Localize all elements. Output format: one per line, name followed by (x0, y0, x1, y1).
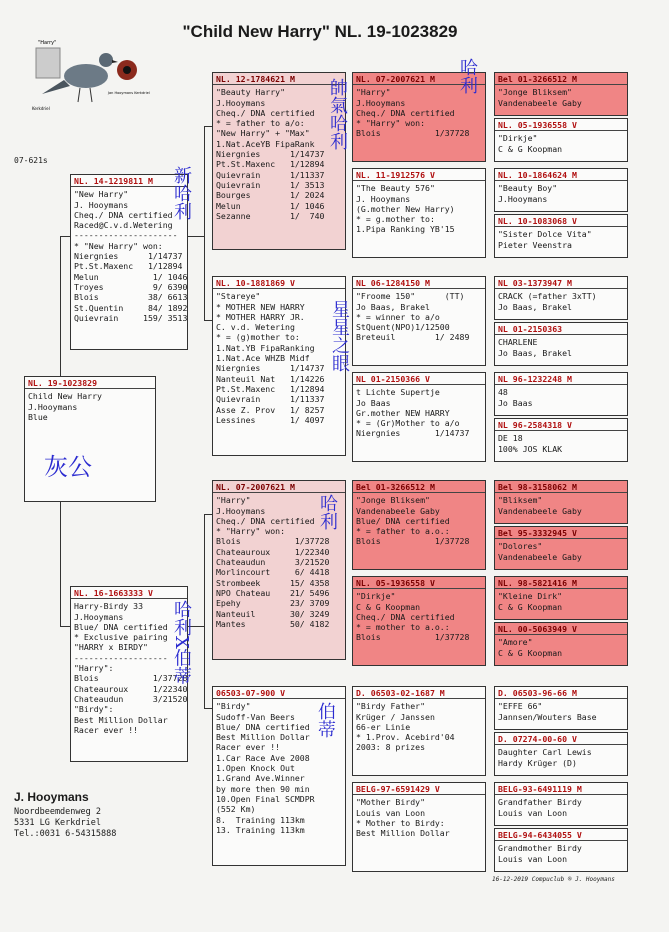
ancestor-g5-card (494, 828, 628, 872)
maternal-grandsire-card-line: NPO Chateau 21/ 5496 (216, 587, 330, 598)
ancestor-g5-card-line: "Kleine Dirk" (498, 591, 563, 602)
maternal-grandsire-card-line: Nanteuil 30/ 3249 (216, 608, 330, 619)
ancestor-g5-card-ring-number: BELG-94-6434055 V (495, 830, 627, 841)
ancestor-g5-card-line: Louis van Loon (498, 807, 568, 818)
connector (204, 126, 212, 127)
dam-card-line: Chateauroux 1/22340 (74, 683, 188, 694)
ancestor-g4-card-line: Vandenabeele Gaby (356, 505, 440, 516)
paternal-grandsire-card-line: "New Harry" + "Max" (216, 128, 310, 139)
maternal-granddam-card-line: Blue/ DNA certified (216, 721, 310, 732)
ancestor-g4-card-line: Louis van Loon (356, 807, 426, 818)
owner-name: J. Hooymans (14, 790, 89, 804)
owner-tel: Tel.:0031 6-54315888 (14, 829, 117, 839)
ancestor-g5-card-ring-number: D. 06503-96-66 M (495, 688, 627, 699)
ancestor-g4-card-line: "Froome 150" (TT) (356, 291, 465, 302)
ancestor-g5-card-line: Jo Baas, Brakel (498, 347, 572, 358)
paternal-granddam-card-line: Lessines 1/ 4097 (216, 414, 325, 425)
ancestor-g5-card (494, 168, 628, 212)
ancestor-g4-card-line: Jo Baas (356, 397, 391, 408)
ancestor-g4-card (352, 168, 486, 258)
ancestor-g4-card (352, 576, 486, 666)
ancestor-g4-card-ring-number: NL 01-2150366 V (353, 374, 485, 385)
subject-card-handwritten-note: 灰公 (44, 453, 92, 481)
ancestor-g5-card (494, 118, 628, 162)
dam-card-line: Chateaudun 3/21520 (74, 693, 188, 704)
ancestor-g5-card-line: C & G Koopman (498, 647, 563, 658)
ancestor-g5-card-line: Daughter Carl Lewis (498, 747, 592, 758)
ancestor-g5-card-line: Jannsen/Wouters Base (498, 711, 597, 722)
sire-card-line: Raced@C.v.d.Wetering (74, 220, 173, 231)
maternal-granddam-card-handwritten-note: 伯蒂 (315, 702, 336, 738)
code-left: 07-621s (14, 156, 48, 165)
subject-card-ring-number: NL. 19-1023829 (25, 378, 155, 389)
connector (204, 320, 212, 321)
ancestor-g5-card-ring-number: D. 07274-00-60 V (495, 734, 627, 745)
ancestor-g4-card-line: "Mother Birdy" (356, 797, 426, 808)
dam-card-line: Racer ever !! (74, 724, 139, 735)
maternal-grandsire-card-handwritten-note: 哈利 (317, 494, 338, 530)
sire-card-line: * "New Harry" won: (74, 240, 163, 251)
sire-card-line: Melun 1/ 1046 (74, 271, 188, 282)
ancestor-g4-card (352, 480, 486, 570)
ancestor-g5-card-line: Pieter Veenstra (498, 239, 572, 250)
ancestor-g4-card-ring-number: NL 06-1284150 M (353, 278, 485, 289)
ancestor-g5-card (494, 686, 628, 730)
ancestor-g5-card-line: Louis van Loon (498, 853, 568, 864)
paternal-granddam-card-ring-number: NL. 10-1881869 V (213, 278, 345, 289)
ancestor-g5-card-line: CRACK (=father 3xTT) (498, 291, 597, 302)
paternal-granddam-card-line: Nanteuil Nat 1/14226 (216, 373, 325, 384)
ancestor-g5-card-ring-number: NL. 98-5821416 M (495, 578, 627, 589)
paternal-grandsire-card-line: Quievrain 1/ 3513 (216, 179, 325, 190)
ancestor-g5-card-line: Vandenabeele Gaby (498, 97, 582, 108)
ancestor-g4-card-ring-number: BELG-97-6591429 V (353, 784, 485, 795)
maternal-grandsire-card-line: Cheq./ DNA certified (216, 515, 315, 526)
ancestor-g5-card-line: "Jonge Bliksem" (498, 87, 572, 98)
paternal-grandsire-card (212, 72, 346, 250)
ancestor-g4-card-ring-number: D. 06503-02-1687 M (353, 688, 485, 699)
sire-card-line: St.Quentin 84/ 1892 (74, 302, 188, 313)
subject-card-line: Blue (28, 411, 48, 422)
paternal-granddam-card-line: C. v.d. Wetering (216, 322, 295, 333)
ancestor-g5-card-ring-number: NL. 05-1936558 V (495, 120, 627, 131)
ancestor-g5-card-ring-number: NL. 10-1083068 V (495, 216, 627, 227)
maternal-granddam-card-line: Sudoff-Van Beers (216, 711, 295, 722)
paternal-grandsire-card-line: Cheq./ DNA certified (216, 107, 315, 118)
maternal-grandsire-card-line: Blois 1/37728 (216, 536, 330, 547)
ancestor-g4-card-line: 66-er Linie (356, 721, 411, 732)
ancestor-g5-card-ring-number: Bel 95-3332945 V (495, 528, 627, 539)
maternal-granddam-card-line: Best Million Dollar (216, 732, 310, 743)
ancestor-g4-card-line: "Dirkje" (356, 591, 396, 602)
ancestor-g5-card-line: "Dolores" (498, 541, 543, 552)
ancestor-g4-card-line: J.Hooymans (356, 97, 406, 108)
ancestor-g5-card-ring-number: Bel 01-3266512 M (495, 74, 627, 85)
ancestor-g4-card-line: * 1.Prov. Acebird'04 (356, 732, 455, 743)
sire-card-line: Cheq./ DNA certified (74, 209, 173, 220)
ancestor-g5-card-ring-number: NL 03-1373947 M (495, 278, 627, 289)
maternal-granddam-card-line: (552 Km) (216, 804, 256, 815)
paternal-granddam-card-line: Pt.St.Maxenc 1/12894 (216, 383, 325, 394)
maternal-granddam-card-line: 1.Car Race Ave 2008 (216, 752, 310, 763)
paternal-grandsire-card-line: Quievrain 1/11337 (216, 169, 325, 180)
maternal-grandsire-card-line: Epehy 23/ 3709 (216, 598, 330, 609)
ancestor-g4-card-line: "Birdy Father" (356, 701, 426, 712)
ancestor-g4-card-line: t Lichte Supertje (356, 387, 440, 398)
pigeon-logo (30, 36, 150, 114)
maternal-granddam-card-line: 13. Training 113km (216, 824, 305, 835)
ancestor-g4-card-line: Cheq./ DNA certified (356, 611, 455, 622)
paternal-granddam-card-line: "Stareye" (216, 291, 261, 302)
dam-card-line: "HARRY x BIRDY" (74, 642, 148, 653)
ancestor-g5-card-ring-number: Bel 98-3158062 M (495, 482, 627, 493)
connector (188, 236, 204, 237)
subject-card-line: Child New Harry (28, 391, 102, 402)
dam-card-line: Best Million Dollar (74, 714, 168, 725)
ancestor-g4-card-ring-number: NL. 05-1936558 V (353, 578, 485, 589)
maternal-granddam-card-line: by more then 90 min (216, 783, 310, 794)
ancestor-g5-card-line: Jo Baas (498, 397, 533, 408)
ancestor-g5-card-line: "Sister Dolce Vita" (498, 229, 592, 240)
dam-card-line: Blois 1/37728 (74, 673, 188, 684)
ancestor-g4-card-line: * Mother to Birdy: (356, 817, 445, 828)
subject-card (24, 376, 156, 502)
ancestor-g5-card-ring-number: BELG-93-6491119 M (495, 784, 627, 795)
ancestor-g5-card-line: DE 18 (498, 433, 523, 444)
ancestor-g5-card (494, 322, 628, 366)
maternal-grandsire-card-line: "Harry" (216, 495, 251, 506)
maternal-grandsire-card-line: Morlincourt 6/ 4418 (216, 567, 330, 578)
ancestor-g5-card (494, 72, 628, 116)
page-title: "Child New Harry" NL. 19-1023829 (182, 22, 458, 41)
sire-card-line: Quievrain 159/ 3513 (74, 312, 188, 323)
maternal-granddam-card-line: "Birdy" (216, 701, 251, 712)
paternal-granddam-card (212, 276, 350, 456)
dam-card-handwritten-note: 哈利X伯蒂 (171, 600, 192, 685)
paternal-grandsire-card-line: 1.Nat.AceYB FipaRank (216, 138, 315, 149)
ancestor-g5-card-ring-number: NL 01-2150363 (495, 324, 627, 335)
maternal-granddam-card-ring-number: 06503-07-900 V (213, 688, 345, 699)
ancestor-g4-card-line: Niergnies 1/14737 (356, 428, 470, 439)
ancestor-g4-card-line: (G.mother New Harry) (356, 203, 455, 214)
connector-gen2a (204, 126, 205, 320)
dam-card-line: Harry-Birdy 33 (74, 601, 144, 612)
ancestor-g4-card-line: "Jonge Bliksem" (356, 495, 430, 506)
ancestor-g4-card-handwritten-note: 哈利 (457, 58, 478, 94)
ancestor-g5-card (494, 576, 628, 620)
paternal-granddam-card-line: Asse Z. Prov 1/ 8257 (216, 404, 325, 415)
ancestor-g5-card (494, 622, 628, 666)
ancestor-g4-card-line: J. Hooymans (356, 193, 411, 204)
logo-bottom-left: Kerkdriel (32, 106, 50, 111)
ancestor-g4-card (352, 372, 486, 462)
ancestor-g4-card-line: "Harry" (356, 87, 391, 98)
ancestor-g4-card-line: Cheq./ DNA certified (356, 107, 455, 118)
ancestor-g5-card (494, 526, 628, 570)
maternal-granddam-card-line: 1.Grand Ave.Winner (216, 773, 305, 784)
ancestor-g5-card-ring-number: NL 96-2584318 V (495, 420, 627, 431)
ancestor-g4-card-line: Breteuil 1/ 2489 (356, 332, 470, 343)
ancestor-g5-card-line: J.Hooymans (498, 193, 548, 204)
paternal-grandsire-card-line: Sezanne 1/ 740 (216, 210, 325, 221)
subject-card-line: J.Hooymans (28, 401, 78, 412)
connector (204, 514, 212, 515)
ancestor-g5-card-line: Vandenabeele Gaby (498, 551, 582, 562)
dam-card-line: Blue/ DNA certified (74, 621, 168, 632)
ancestor-g4-card-line: 2003: 8 prizes (356, 742, 426, 753)
paternal-grandsire-card-line: J.Hooymans (216, 97, 266, 108)
paternal-granddam-card-line: * MOTHER HARRY JR. (216, 311, 305, 322)
dam-card-line: "Harry": (74, 663, 114, 674)
ancestor-g4-card-line: * = father to a.o.: (356, 526, 450, 537)
maternal-grandsire-card-ring-number: NL. 07-2007621 M (213, 482, 345, 493)
footer-text: 16-12-2019 Compuclub ® J. Hooymans (492, 876, 615, 883)
ancestor-g5-card-line: "Bliksem" (498, 495, 543, 506)
ancestor-g5-card-ring-number: NL. 00-5063949 V (495, 624, 627, 635)
ancestor-g5-card-line: "EFFE 66" (498, 701, 543, 712)
maternal-granddam-card-line: 8. Training 113km (216, 814, 305, 825)
ancestor-g5-card-ring-number: NL. 10-1864624 M (495, 170, 627, 181)
maternal-grandsire-card-line: Mantes 50/ 4182 (216, 618, 330, 629)
ancestor-g5-card-line: "Dirkje" (498, 133, 538, 144)
paternal-granddam-card-line: Niergnies 1/14737 (216, 363, 325, 374)
dam-card-line: ------------------- (74, 652, 168, 663)
ancestor-g4-card-line: StQuent(NPO)1/12500 (356, 322, 450, 333)
ancestor-g4-card-line: Blois 1/37728 (356, 632, 470, 643)
ancestor-g5-card (494, 782, 628, 826)
connector (60, 236, 70, 237)
ancestor-g5-card-line: C & G Koopman (498, 601, 563, 612)
ancestor-g4-card-line: 1.Pipa Ranking YB'15 (356, 224, 455, 235)
paternal-granddam-card-line: 1.Nat.Ace WHZB Midf (216, 353, 310, 364)
ancestor-g4-card-line: Blois 1/37728 (356, 536, 470, 547)
ancestor-g4-card-line: Blue/ DNA certified (356, 515, 450, 526)
paternal-grandsire-card-ring-number: NL. 12-1784621 M (213, 74, 345, 85)
dam-card-line: * Exclusive pairing (74, 632, 168, 643)
paternal-grandsire-card-line: Pt.St.Maxenc 1/12894 (216, 159, 325, 170)
owner-info (14, 792, 116, 840)
ancestor-g4-card-ring-number: NL. 07-2007621 M (353, 74, 485, 85)
ancestor-g5-card-line: Jo Baas, Brakel (498, 301, 572, 312)
dam-card-ring-number: NL. 16-1663333 V (71, 588, 187, 599)
ancestor-g4-card (352, 782, 486, 872)
sire-card-line: Niergnies 1/14737 (74, 251, 183, 262)
paternal-granddam-card-line: * = (g)mother to: (216, 332, 300, 343)
ancestor-g4-card (352, 276, 486, 366)
ancestor-g5-card-line: Grandfather Birdy (498, 797, 582, 808)
sire-card-handwritten-note: 新哈利 (171, 166, 192, 220)
ancestor-g4-card-ring-number: Bel 01-3266512 M (353, 482, 485, 493)
maternal-granddam-card-line: 1.Open Knock Out (216, 763, 295, 774)
ancestor-g4-card-ring-number: NL. 11-1912576 V (353, 170, 485, 181)
connector (204, 708, 212, 709)
logo-top-text: "Harry" (38, 40, 57, 46)
paternal-grandsire-card-line: Melun 1/ 1046 (216, 200, 325, 211)
maternal-grandsire-card-line: Strombeek 15/ 4358 (216, 577, 330, 588)
sire-card-ring-number: NL. 14-1219811 M (71, 176, 187, 187)
sire-card-line: "New Harry" (74, 189, 129, 200)
ancestor-g4-card-line: Gr.mother NEW HARRY (356, 407, 450, 418)
ancestor-g5-card-line: 100% JOS KLAK (498, 443, 563, 454)
ancestor-g4-card-line: Krüger / Janssen (356, 711, 435, 722)
paternal-grandsire-card-line: "Beauty Harry" (216, 87, 286, 98)
ancestor-g4-card-line: Jo Baas, Brakel (356, 301, 430, 312)
ancestor-g4-card-line: * = winner to a/o (356, 311, 440, 322)
ancestor-g4-card-line: Best Million Dollar (356, 828, 450, 839)
ancestor-g5-card (494, 418, 628, 462)
maternal-granddam-card-line: 10.Open Final SCMDPR (216, 793, 315, 804)
paternal-grandsire-card-handwritten-note: 帥氣哈利 (327, 78, 348, 150)
maternal-grandsire-card-line: Chateauroux 1/22340 (216, 546, 330, 557)
ancestor-g4-card-line: * "Harry" won: (356, 118, 426, 129)
connector (60, 626, 70, 627)
paternal-grandsire-card-line: Bourges 1/ 2024 (216, 190, 325, 201)
logo-bottom-right: Jan Hooymans Kerkdriel (108, 91, 150, 95)
ancestor-g4-card-line: Blois 1/37728 (356, 128, 470, 139)
paternal-granddam-card-handwritten-note: 星星之眼 (329, 300, 350, 372)
ancestor-g4-card-line: * = g.mother to: (356, 214, 435, 225)
ancestor-g5-card-line: "Beauty Boy" (498, 183, 558, 194)
ancestor-g4-card (352, 686, 486, 776)
ancestor-g5-card (494, 732, 628, 776)
maternal-grandsire-card-line: Chateaudun 3/21520 (216, 557, 330, 568)
ancestor-g5-card-line: C & G Koopman (498, 143, 563, 154)
owner-address2: 5331 LG Kerkdriel (14, 818, 101, 828)
paternal-granddam-card-line: 1.Nat.YB FipaRanking (216, 342, 315, 353)
maternal-granddam-card-line: Racer ever !! (216, 742, 281, 753)
paternal-granddam-card-line: Quievrain 1/11337 (216, 394, 325, 405)
sire-card-line: --------------------- (74, 230, 178, 241)
sire-card-line: Pt.St.Maxenc 1/12894 (74, 261, 183, 272)
ancestor-g5-card (494, 372, 628, 416)
ancestor-g4-card-line: * = (Gr)Mother to a/o (356, 418, 460, 429)
owner-address1: Noordbeemdenweg 2 (14, 807, 101, 817)
maternal-grandsire-card-line: * "Harry" won: (216, 526, 286, 537)
sire-card-line: Blois 38/ 6613 (74, 292, 188, 303)
ancestor-g4-card-line: C & G Koopman (356, 601, 421, 612)
paternal-grandsire-card-line: Niergnies 1/14737 (216, 149, 325, 160)
ancestor-g5-card (494, 276, 628, 320)
ancestor-g5-card-line: "Amore" (498, 637, 533, 648)
ancestor-g5-card-line: Grandmother Birdy (498, 843, 582, 854)
connector-gen2b (204, 514, 205, 708)
paternal-grandsire-card-line: * = father to a/o: (216, 118, 305, 129)
sire-card-line: Troyes 9/ 6390 (74, 281, 188, 292)
ancestor-g4-card-line: * = mother to a.o.: (356, 622, 450, 633)
ancestor-g5-card (494, 214, 628, 258)
ancestor-g5-card-line: Vandenabeele Gaby (498, 505, 582, 516)
ancestor-g5-card-line: CHARLENE (498, 337, 538, 348)
ancestor-g4-card-line: "The Beauty 576" (356, 183, 435, 194)
ancestor-g5-card-line: 48 (498, 387, 508, 398)
ancestor-g5-card-ring-number: NL 96-1232248 M (495, 374, 627, 385)
ancestor-g5-card (494, 480, 628, 524)
paternal-granddam-card-line: * MOTHER NEW HARRY (216, 301, 305, 312)
sire-card-line: J. Hooymans (74, 199, 129, 210)
maternal-grandsire-card-line: J.Hooymans (216, 505, 266, 516)
ancestor-g5-card-line: Hardy Krüger (D) (498, 757, 577, 768)
dam-card-line: J.Hooymans (74, 611, 124, 622)
dam-card-line: "Birdy": (74, 704, 114, 715)
